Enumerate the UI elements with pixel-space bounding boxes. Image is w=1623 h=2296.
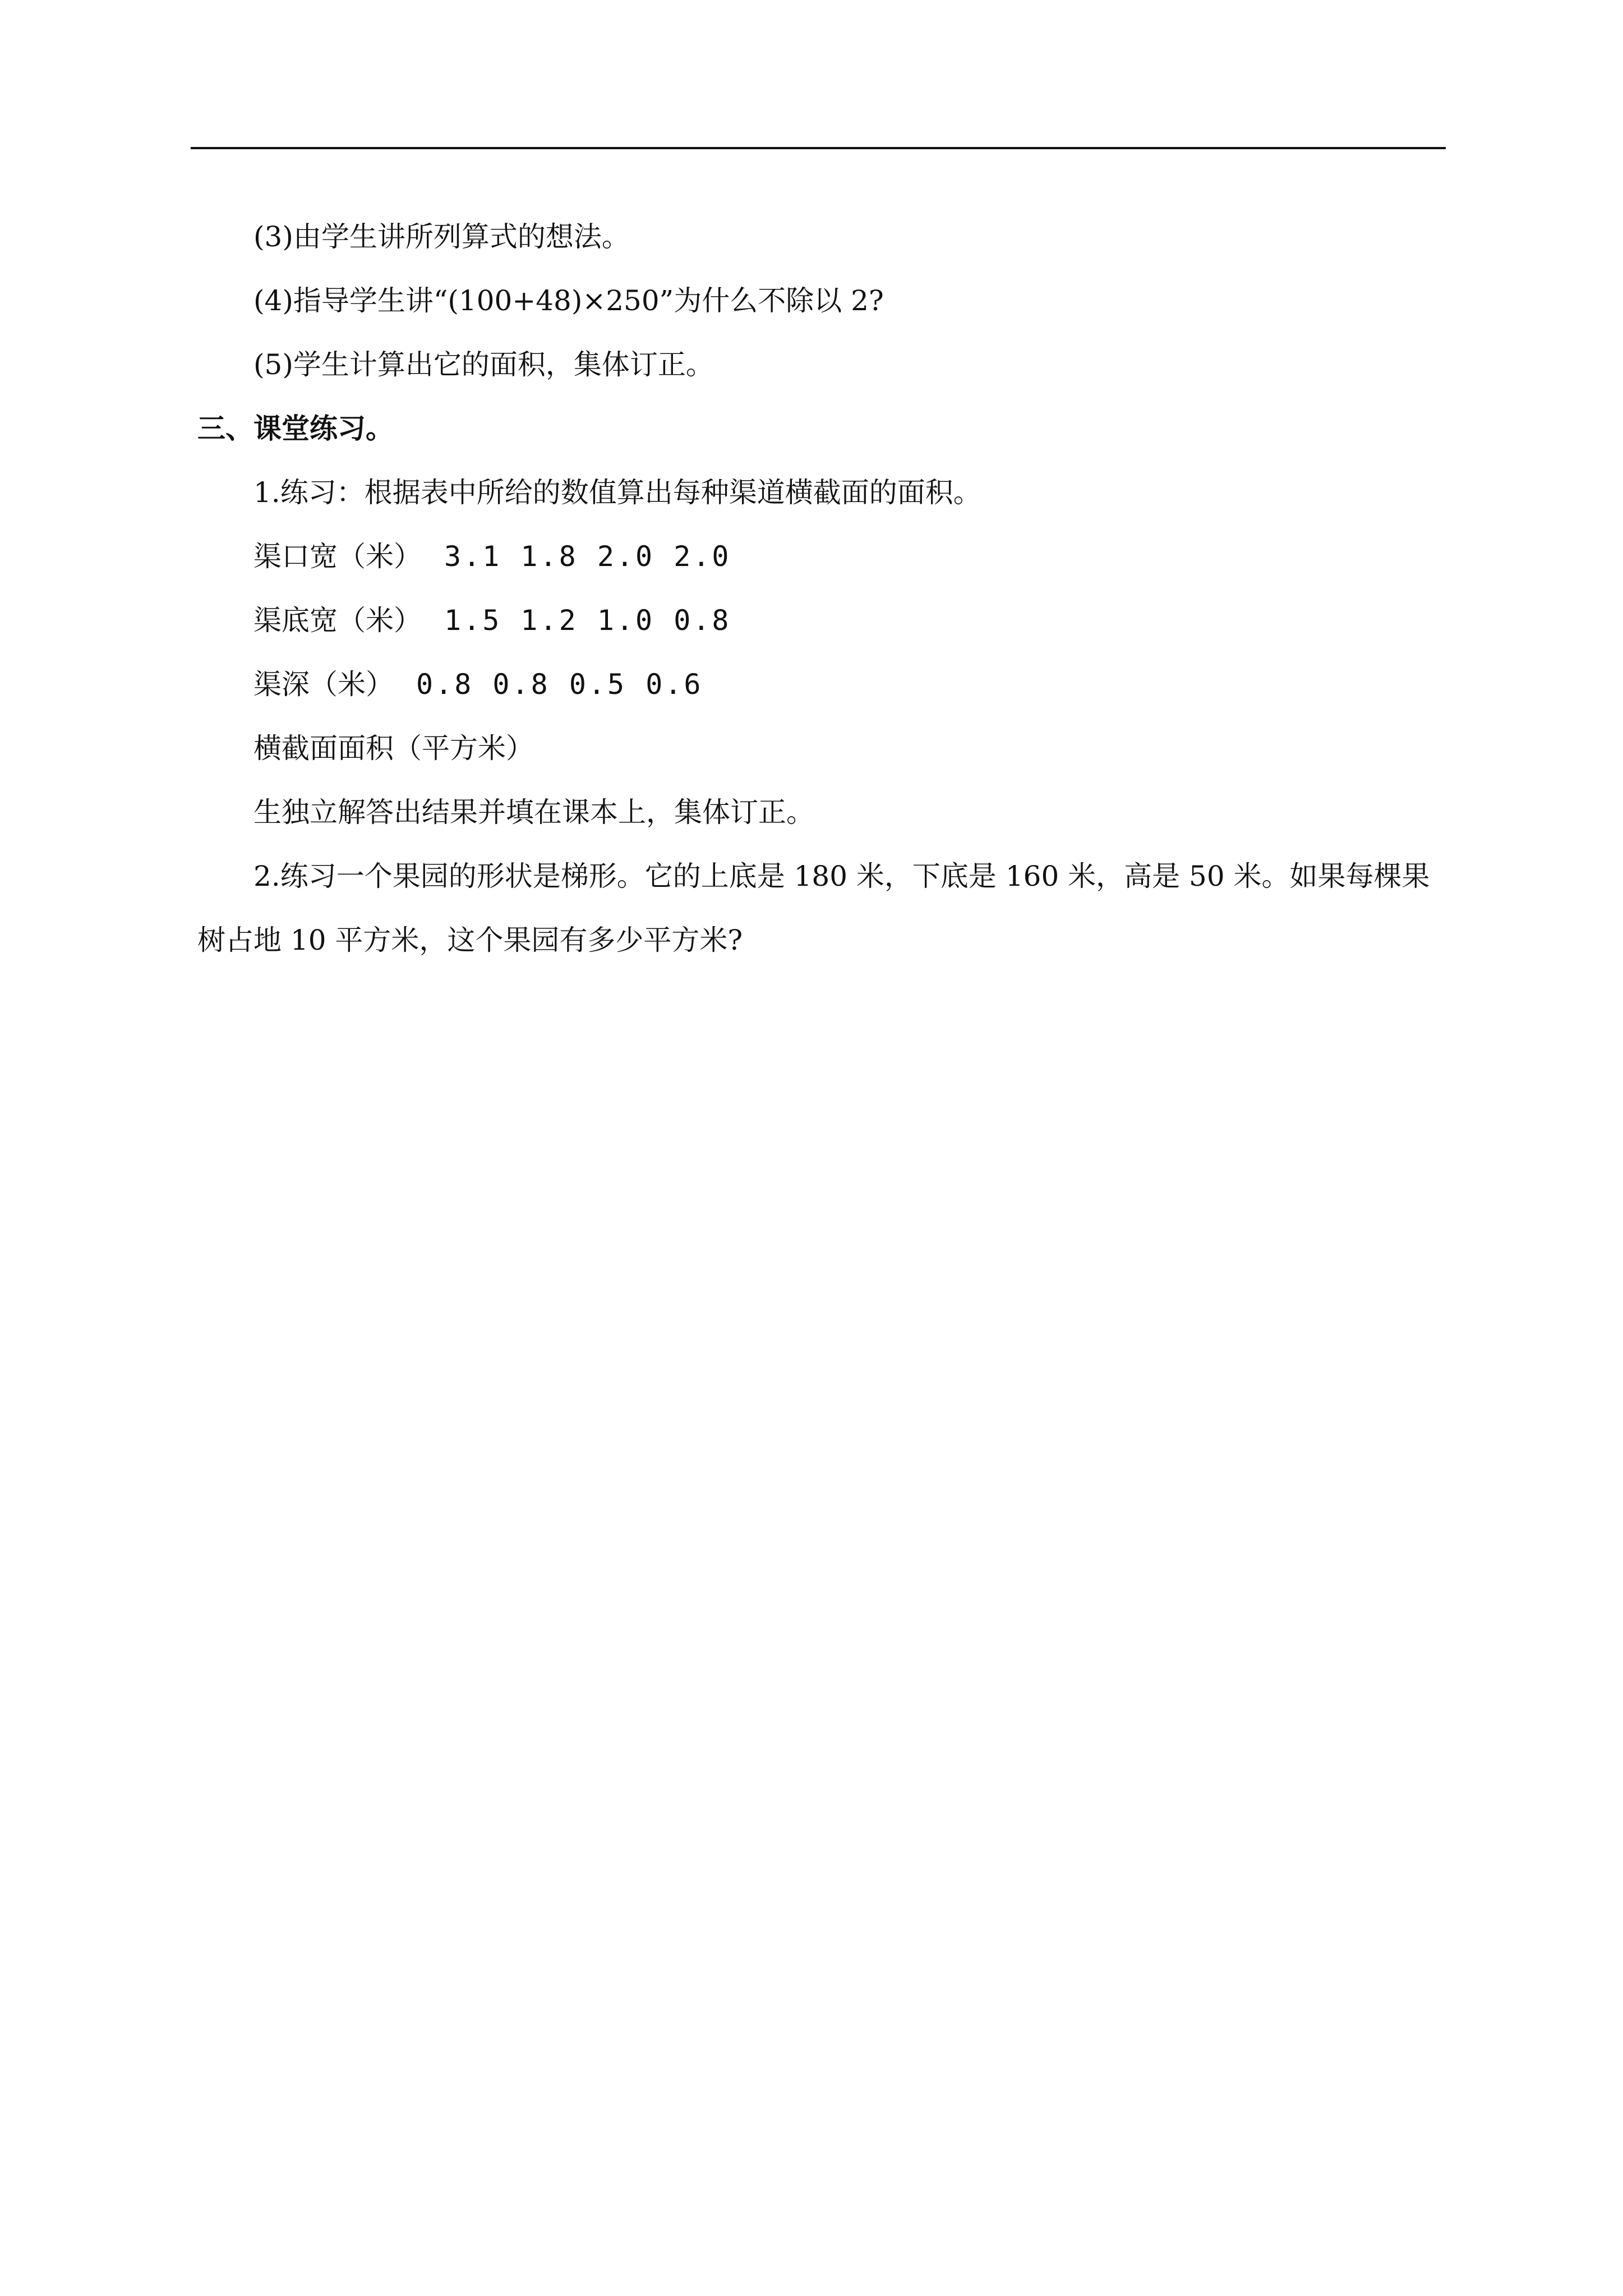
table-row bbox=[197, 652, 1445, 716]
table-row-values: 1.5 1.2 1.0 0.8 bbox=[444, 604, 731, 637]
step-4-text: (4)指导学生讲“(100+48)×250”为什么不除以 2? bbox=[253, 284, 884, 317]
section-heading: 三、课堂练习。 bbox=[197, 412, 394, 445]
table-row bbox=[197, 524, 1445, 588]
header-rule bbox=[191, 147, 1446, 149]
exercise-2-text: 2.练习一个果园的形状是梯形。它的上底是 180 米，下底是 160 米，高是 50 米。如果每棵果树占地 10 平方米，这个果园有多少平方米? bbox=[197, 860, 1430, 956]
exercise-1-closing-text: 生独立解答出结果并填在课本上，集体订正。 bbox=[253, 796, 814, 829]
table-row-label: 渠深（米） bbox=[253, 668, 394, 701]
step-5-text: (5)学生计算出它的面积，集体订正。 bbox=[253, 348, 714, 381]
table-row-label: 横截面面积（平方米） bbox=[253, 732, 534, 765]
exercise-1-text: 1.练习：根据表中所给的数值算出每种渠道横截面的面积。 bbox=[253, 476, 981, 509]
table-row-label: 渠口宽（米） bbox=[253, 540, 422, 573]
table-row bbox=[197, 716, 1445, 780]
step-3-text: (3)由学生讲所列算式的想法。 bbox=[253, 220, 630, 253]
table-row-label: 渠底宽（米） bbox=[253, 604, 422, 637]
table-row bbox=[197, 588, 1445, 652]
document-body bbox=[197, 205, 1445, 972]
table-row-values: 3.1 1.8 2.0 2.0 bbox=[444, 540, 731, 573]
table-row-values: 0.8 0.8 0.5 0.6 bbox=[416, 668, 703, 701]
